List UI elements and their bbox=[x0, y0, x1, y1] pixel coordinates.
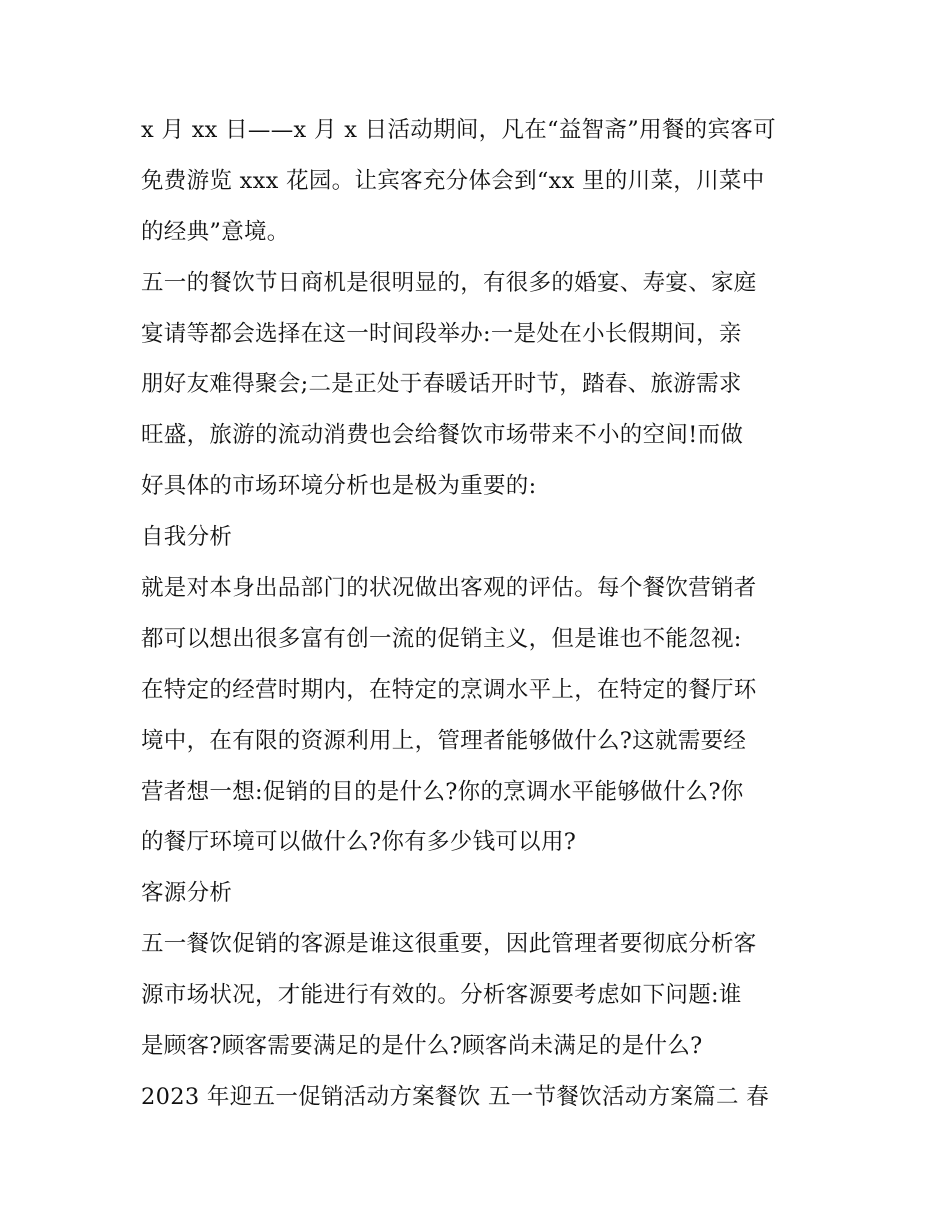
text-line: 在特定的经营时期内，在特定的烹调水平上，在特定的餐厅环 bbox=[141, 676, 757, 703]
text-line: 朋好友难得聚会;二是正处于春暖话开时节，踏春、旅游需求 bbox=[141, 371, 742, 398]
text-line: 宴请等都会选择在这一时间段举办:一是处在小长假期间，亲 bbox=[141, 320, 742, 347]
text-line: 的经典”意境。 bbox=[141, 218, 290, 245]
text-line: 营者想一想:促销的目的是什么?你的烹调水平能够做什么?你 bbox=[141, 778, 744, 805]
text-line: 的餐厅环境可以做什么?你有多少钱可以用? bbox=[141, 829, 577, 856]
text-line: x 月 xx 日——x 月 x 日活动期间，凡在“益智斋”用餐的宾客可 bbox=[141, 117, 776, 143]
text-line: 是顾客?顾客需要满足的是什么?顾客尚未满足的是什么? bbox=[141, 1033, 703, 1060]
document-body bbox=[141, 110, 821, 1128]
section-heading-self-analysis: 自我分析 bbox=[141, 524, 233, 551]
text-line: 就是对本身出品部门的状况做出客观的评估。每个餐饮营销者 bbox=[141, 575, 757, 602]
text-line: 源市场状况，才能进行有效的。分析客源要考虑如下问题:谁 bbox=[141, 982, 742, 1009]
text-line: 五一餐饮促销的客源是谁这很重要，因此管理者要彻底分析客 bbox=[141, 931, 757, 958]
text-line: 境中，在有限的资源利用上，管理者能够做什么?这就需要经 bbox=[141, 727, 747, 754]
section-heading-customer-analysis: 客源分析 bbox=[141, 880, 233, 907]
text-line: 都可以想出很多富有创一流的促销主义，但是谁也不能忽视: bbox=[141, 625, 742, 652]
text-line: 免费游览 xxx 花园。让宾客充分体会到“xx 里的川菜，川菜中 bbox=[141, 167, 765, 194]
text-line: 好具体的市场环境分析也是极为重要的: bbox=[141, 473, 537, 500]
text-line: 2023 年迎五一促销活动方案餐饮 五一节餐饮活动方案篇二 春 bbox=[141, 1083, 770, 1110]
text-line: 旺盛，旅游的流动消费也会给餐饮市场带来不小的空间!而做 bbox=[141, 422, 744, 449]
text-line: 五一的餐饮节日商机是很明显的，有很多的婚宴、寿宴、家庭 bbox=[141, 269, 757, 296]
